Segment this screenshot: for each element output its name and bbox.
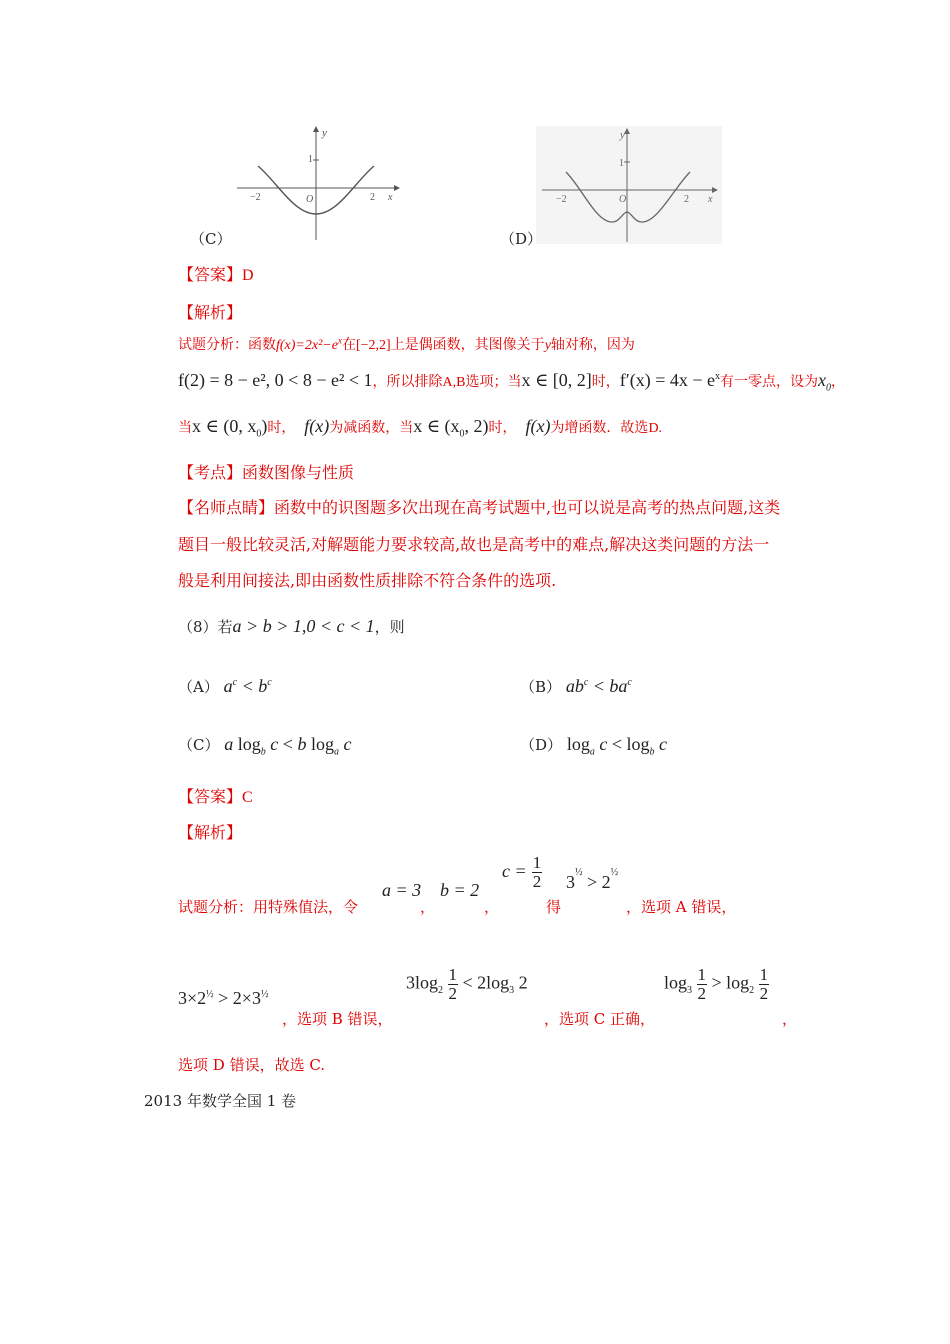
svg-text:x: x: [388, 192, 393, 203]
q8-sol-b-text: ，选项 B 错误，: [282, 1010, 393, 1028]
math-interval: [−2,2]: [355, 338, 391, 353]
fraction-half: $\frac{1}{2}$: [532, 853, 542, 891]
kaodian-label: 【考点】: [178, 463, 243, 482]
text: 时，: [591, 374, 620, 390]
svg-text:2: 2: [684, 194, 689, 205]
answer-label: 【答案】: [178, 265, 243, 284]
q8-option-c: [178, 734, 351, 758]
q8-sol-ineq-b: $3\times 2^{\frac{1}{2}} > 2\times 3^{\frac{1}{2}}$: [178, 988, 269, 1008]
svg-text:x: x: [708, 194, 713, 205]
q8-sol-de: 得: [546, 898, 562, 916]
math-interval2: x ∈ ($x_0$, 2): [413, 416, 489, 440]
comma: ，: [484, 898, 500, 916]
c-eq: c =: [502, 861, 527, 881]
answer-label: 【答案】: [178, 787, 243, 806]
option-a-math: $a^c < b^c$: [223, 676, 272, 696]
q8-sol-ineq1: $3^{\frac{1}{2}} > 2^{\frac{1}{2}}$: [566, 867, 619, 892]
answer-value: D: [242, 267, 254, 284]
option-c-math: a $\log_b c < b$ $\log_a c$: [224, 734, 352, 758]
option-b-math: $ab^c < ba^c$: [565, 676, 632, 696]
section-footer: 2013 年数学全国 1 卷: [144, 1092, 297, 1110]
text: 有一零点，设为: [720, 374, 818, 390]
stem-prefix: （8）若: [178, 618, 233, 636]
text: 在: [341, 337, 356, 353]
option-label: （B）: [520, 678, 562, 696]
svg-text:O: O: [306, 194, 314, 205]
math-derivative: $f'(x) = 4x - e^x$: [619, 370, 720, 390]
svg-text:O: O: [619, 194, 627, 205]
q8-sol-c-text: ，选项 C 正确，: [544, 1010, 656, 1028]
q8-option-b: [520, 676, 632, 697]
q8-stem: [178, 616, 405, 637]
text: 试题分析：函数: [178, 337, 276, 353]
svg-text:y: y: [620, 129, 625, 141]
q7-analysis-line3: [178, 416, 662, 440]
text: 轴对称，因为: [550, 337, 635, 353]
svg-text:−2: −2: [250, 192, 261, 203]
kaodian-text: 函数图像与性质: [242, 463, 355, 482]
graph-d: [536, 126, 722, 244]
text: 选项；当: [465, 374, 522, 390]
q8-sol-ineq-d: $\log_3$ $\frac{1}{2}$ > $\log_2$ $\frac{1}{2}$: [664, 965, 769, 1003]
text: ，所以排除: [372, 374, 443, 390]
q8-option-a: [178, 676, 272, 697]
q7-mingshi-line2: 题目一般比较灵活,对解题能力要求较高,故也是高考中的难点,解决这类问题的方法一: [178, 535, 770, 554]
svg-text:−2: −2: [556, 194, 567, 205]
option-label: （A）: [178, 678, 219, 696]
stem-math: a > b > 1,0 < c < 1: [232, 616, 375, 636]
q7-analysis-line2: [178, 370, 845, 394]
q8-option-d: [520, 734, 667, 758]
text: 为增函数．故选: [550, 420, 649, 436]
q7-mingshi-line3: 般是利用间接法,即由函数性质排除不符合条件的选项.: [178, 571, 557, 590]
svg-text:1: 1: [308, 154, 313, 165]
graph-d-label: （D）: [500, 230, 543, 248]
math-interval: x ∈ [0, 2]: [521, 370, 592, 390]
math-fx: $f(x)=2x^2-e^x$: [276, 335, 342, 353]
text: 当: [178, 420, 192, 436]
math-interval1: x ∈ (0, $x_0$): [192, 416, 268, 440]
math-f2: f(2) = 8 − e², 0 < 8 − e² < 1: [178, 370, 373, 390]
answer-value: C: [242, 789, 253, 806]
mingshi-text: 函数中的识图题多次出现在高考试题中,也可以说是高考的热点问题,这类: [274, 498, 781, 517]
svg-text:1: 1: [619, 158, 624, 169]
q8-sol-line3: 选项 D 错误，故选 C.: [178, 1056, 326, 1074]
text: 时，: [267, 420, 296, 436]
q8-sol-c-eq: [502, 854, 542, 891]
text: 为减函数，当: [329, 420, 414, 436]
q8-sol-ineq-c: $3\log_2$ $\frac{1}{2}$ < $2\log_3$ 2: [406, 965, 528, 1003]
q7-answer: [178, 262, 254, 285]
math-fx: f(x): [304, 416, 330, 436]
math-x0: $x_0$: [818, 370, 831, 394]
option-label: （C）: [178, 736, 220, 754]
text: 上是偶函数，其图像关于: [390, 337, 545, 353]
q7-analysis-line1: [178, 334, 635, 354]
q8-answer: [178, 784, 253, 807]
q8-sol-b-eq: b = 2: [440, 880, 480, 900]
text: 时，: [488, 420, 517, 436]
text: ，: [831, 374, 845, 390]
mingshi-label: 【名师点睛】: [178, 498, 275, 517]
q8-sol-line1-text: 试题分析：用特殊值法，令: [178, 898, 359, 916]
graph-c: [232, 122, 402, 242]
graph-c-label: （C）: [190, 230, 232, 248]
svg-text:y: y: [322, 127, 327, 139]
text: A,B: [442, 375, 466, 390]
q7-analysis-label: 【解析】: [178, 303, 243, 322]
comma: ，: [420, 898, 436, 916]
comma: ，: [782, 1010, 798, 1028]
option-label: （D）: [520, 736, 563, 754]
q7-kaodian: [178, 460, 354, 483]
q7-mingshi-line1: [178, 495, 780, 518]
math-fx: f(x): [525, 416, 551, 436]
q8-sol-a-eq: a = 3: [382, 880, 422, 900]
q8-analysis-label: 【解析】: [178, 823, 243, 842]
stem-suffix: ，则: [374, 618, 405, 636]
q8-sol-line1-end: ，选项 A 错误，: [626, 898, 737, 916]
text: D.: [648, 421, 663, 436]
svg-text:2: 2: [370, 192, 375, 203]
math-y: y: [544, 338, 551, 353]
option-d-math: $\log_a c < \log_b c$: [566, 734, 667, 758]
